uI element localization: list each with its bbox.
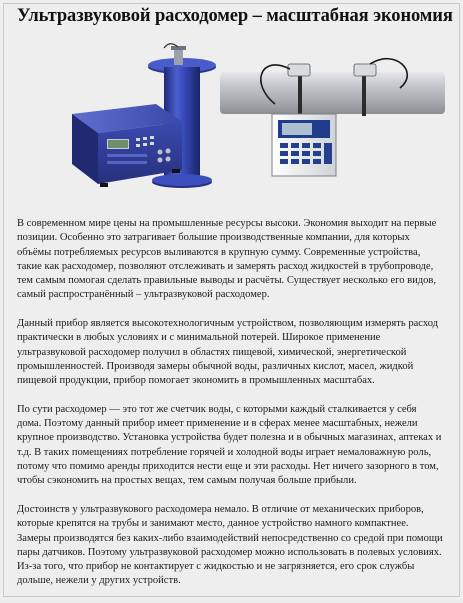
paragraph-1: В современном мире цены на промышленные ресурсы высоки. Экономия выходит на первые позиции. Особенно это затрагивает большие производственные компании, для которых объёмы потребляемых ресурсов выливаются в крупную сумму. Современные устройства, такие как расходомер, позволяют отслеживать и замерять расход жидкостей в трубопроводе, тем самым помогая сделать правильные выводы и расчёты. Существует несколько его видов, самый распространённый – ультразвуковой расходомер. <box>17 218 437 301</box>
article-body <box>17 217 443 603</box>
pipe-flowmeter-photo-icon <box>220 54 445 182</box>
paragraph-3: По сути расходомер — это тот же счетчик воды, с которыми каждый сталкивается у себя дома. Поэтому данный прибор имеет применение и в сферах менее масштабных, нежели крупное производство. Установка устройства будет полезна и в обычных магазинах, аптеках и т.д. В таких помещениях потребление горячей и холодной воды играет немаловажную роль, потому что помимо аренды приходится нести еще и эти расходы. Нет ничего зазорного в том, чтобы сэкономить на простых вещах, тем самым получая больше прибыли. <box>17 403 442 487</box>
paragraph-2: Данный прибор является высокотехнологичным устройством, позволяющим измерять расход практически в любых условиях и с минимальной потерей. Широкое применение ультразвуковой расходомер получил в областях пищевой, химической, энергетической промышленностей. Производя замеры обычной воды, различных кислот, масел, жидкой пищевой продукции, прибор помогает экономить в промышленных масштабах. <box>17 318 439 387</box>
page-title: Ультразвуковой расходомер – масштабная экономия <box>17 6 453 26</box>
paragraph-4: Достоинств у ультразвукового расходомера немало. В отличие от механических приборов, которые крепятся на трубы и занимают место, данное устройство намного компактнее. Замеры производятся без каких-либо взаимодействий непосредственно со средой при помощи пары датчиков. Поэтому ультразвуковой расходомер можно использовать в полевых условиях. Из-за того, что прибор не контактирует с жидкостью и не загрязняется, его срок службы дольше, нежели у других устройств. <box>17 503 443 587</box>
